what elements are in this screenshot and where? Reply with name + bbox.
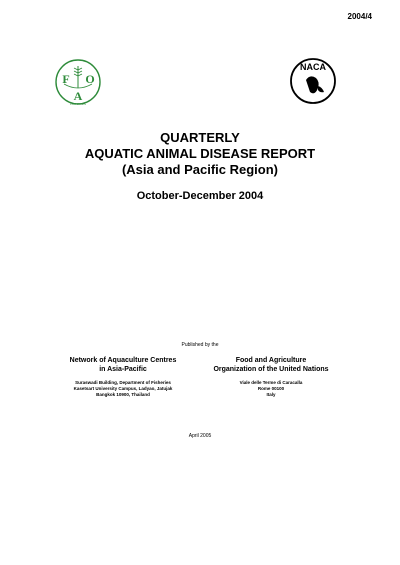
publication-date: April 2005 [188, 433, 212, 439]
report-number: 2004/4 [347, 12, 372, 21]
fao-address-line-2: Rome 00100 [257, 386, 285, 391]
report-title [0, 130, 400, 178]
naca-logo-text: NACA [300, 62, 326, 72]
fao-logo-icon [54, 58, 102, 106]
naca-address-line-2: Kasetsart University Campus, Ladyao, Jatujak [73, 386, 173, 391]
title-line-2: AQUATIC ANIMAL DISEASE REPORT [84, 146, 316, 161]
fao-letter-f: F [62, 72, 70, 86]
fao-name-line-2: Organization of the United Nations [213, 366, 329, 373]
report-period: October-December 2004 [136, 190, 264, 202]
fao-letter-a: A [73, 89, 83, 103]
fao-name-line-1: Food and Agriculture [235, 357, 307, 364]
naca-name-line-2: in Asia-Pacific [99, 366, 147, 373]
fao-org-name [196, 356, 346, 374]
fao-address [196, 380, 346, 398]
naca-address-line-1: Suraswadi Building, Department of Fisheries [75, 380, 171, 385]
published-by-label: Published by the [181, 342, 219, 348]
naca-logo-icon [288, 56, 338, 106]
fao-address-line-3: Italy [266, 392, 276, 397]
title-line-3: (Asia and Pacific Region) [121, 162, 279, 177]
fao-motto: FIAT PANIS [70, 102, 86, 106]
naca-address [48, 380, 198, 398]
naca-address-line-3: Bangkok 10900, Thailand [96, 392, 150, 397]
fao-letter-o: O [85, 72, 95, 86]
naca-name-line-1: Network of Aquaculture Centres [69, 357, 177, 364]
naca-org-name [48, 356, 198, 374]
fao-address-line-1: Viale delle Terme di Caracalla [239, 380, 303, 385]
title-line-1: QUARTERLY [160, 130, 240, 145]
